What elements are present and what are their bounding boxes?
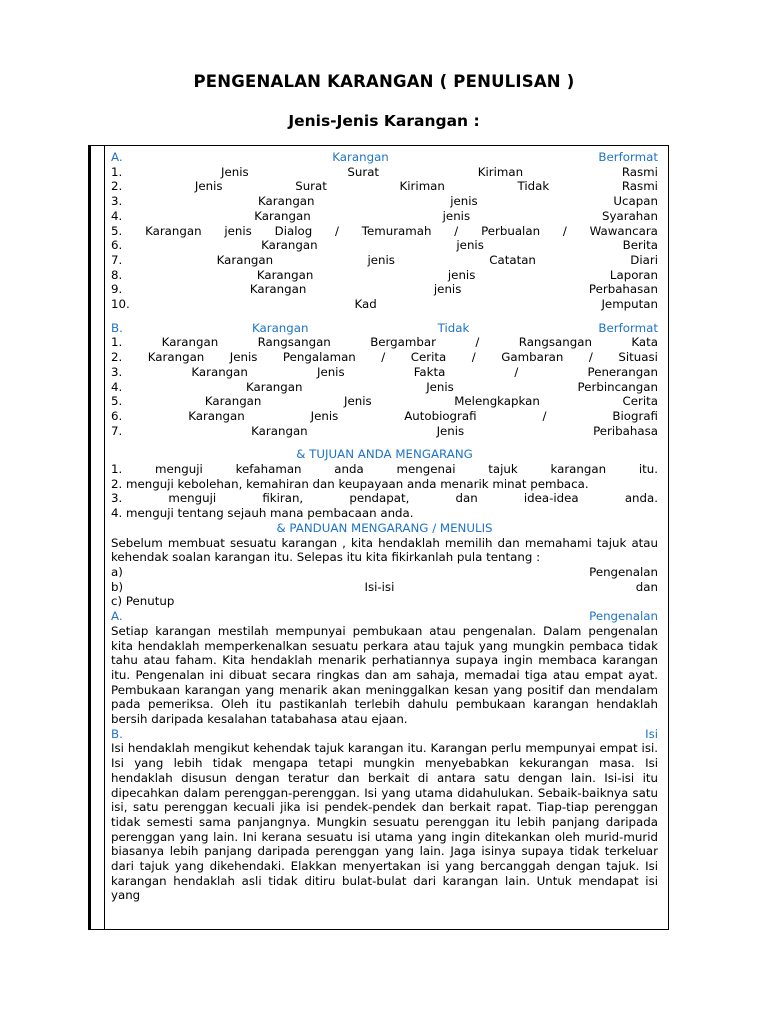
list-item [111,380,658,395]
section-a-list [111,165,658,312]
row-word: Jenis [344,394,372,409]
row-word: Karangan [249,282,307,297]
row-word: jenis [224,223,252,238]
content-cell [111,150,658,903]
row-word: / [381,350,386,365]
row-word: Jenis [229,350,258,365]
row-word: Kata [631,335,658,350]
row-word: Laporan [609,267,658,282]
section-b-heading [111,321,658,336]
row-word: Jenis [316,364,345,379]
page-subtitle: Jenis-Jenis Karangan : [288,112,480,130]
row-word: jenis [433,282,462,297]
row-word: dan [635,579,658,594]
row-word: Karangan [204,394,262,409]
row-word: Ucapan [613,194,658,209]
row-word: Kiriman [477,164,524,179]
row-word: A. [111,609,123,624]
row-word: Penerangan [587,364,658,379]
row-word: Rangsangan [518,335,592,350]
list-item [111,224,658,239]
row-word: Jenis [221,164,249,179]
pengenalan-text: Setiap karangan mestilah mempunyai pembukaan atau pengenalan. Dalam pengenalan kita hendaklah memperkenalkan sesuatu perkara atau tajuk yang mungkin pembaca tidak tahu atau faham. Kita hendaklah menarik perhatiannya supaya ingin membaca karangan itu. Pengenalan ini dibuat secara ringkas dan am sahaja, memadai tiga atau empat ayat. Pembukaan karangan yang menarik akan meninggalkan kesan yang positif dan mendalam pada pemeriksa. Oleh itu pastikanlah terlebih dahulu pembukaan karangan hendaklah bersih daripada kesalahan tatabahasa atau ejaan. [111,623,658,727]
row-word: jenis [456,238,484,253]
row-word: Karangan [251,320,309,335]
list-item [111,194,658,209]
row-word: / [588,350,593,365]
list-item [111,580,658,595]
row-word: / [514,364,519,379]
row-word: Kad [354,297,377,312]
row-word: Pengenalan [589,564,658,579]
row-word: Rangsangan [257,335,331,350]
row-word: Karangan [332,150,389,164]
row-word: / [471,350,476,365]
row-word: 2. [111,350,123,365]
row-word: Karangan [216,252,274,267]
row-word: Tidak [517,179,550,194]
list-item [111,297,658,312]
list-item [111,394,658,409]
list-item [111,165,658,180]
row-word: Bergambar [370,335,436,350]
row-word: Melengkapkan [454,394,540,409]
row-word: Rasmi [621,179,658,194]
list-item [111,282,658,297]
row-word: Pengenalan [589,609,658,624]
tujuan-item: 4. menguji tentang sejauh mana pembacaan anda. [111,506,414,521]
row-word: 2. [111,179,123,194]
row-word: Dialog [274,223,313,238]
list-item [111,409,658,424]
list-item [111,424,658,439]
row-word: 7. [111,423,123,438]
row-word: 1. [111,335,123,350]
row-word: 5. [111,394,123,409]
page-title: PENGENALAN KARANGAN ( PENULISAN ) [193,72,575,91]
row-word: Berformat [598,320,658,335]
column-rule [104,146,105,929]
row-word: 1. [111,164,123,179]
row-word: jenis [447,267,476,282]
row-word: 3. [111,364,123,379]
list-item [111,238,658,253]
row-word: Kiriman [399,179,445,194]
panduan-parts [111,565,658,594]
row-word: Diari [630,252,658,267]
row-word: B. [111,320,123,335]
row-word: Pengalaman [282,350,356,365]
row-word: Biografi [612,408,658,423]
list-item [111,350,658,365]
row-word: Catatan [489,252,536,267]
row-word: Karangan [191,364,248,379]
row-word: Jenis [310,408,339,423]
row-word: jenis [442,208,471,223]
row-word: Isi [645,726,658,741]
row-word: Jenis [436,423,465,438]
row-word: Berformat [598,150,658,164]
row-word: Karangan [258,194,315,209]
section-b-list [111,335,658,438]
row-word: 5. [111,223,123,238]
row-word: Karangan [161,335,219,350]
panduan-heading: & PANDUAN MENGARANG / MENULIS [276,520,493,535]
list-item [111,365,658,380]
row-word: Jenis [194,179,223,194]
tujuan-item: 1. menguji kefahaman anda mengenai tajuk karangan itu. [111,462,658,477]
row-word: B. [111,726,123,741]
row-word: Isi-isi [364,579,395,594]
row-word: jenis [367,252,395,267]
row-word: Karangan [147,350,205,365]
row-word: Karangan [188,408,245,423]
row-word: 3. [111,194,123,209]
row-word: / [475,335,480,350]
row-word: Peribahasa [593,423,658,438]
row-word: Karangan [245,379,303,394]
row-word: Autobiografi [404,408,477,423]
row-word: Jemputan [601,297,658,312]
row-word: Tidak [437,320,470,335]
list-item [111,179,658,194]
row-word: Wawancara [589,223,658,238]
row-word: Syarahan [602,208,658,223]
isi-heading [111,727,658,742]
row-word: Karangan [261,238,318,253]
row-word: Karangan [256,267,314,282]
row-word: jenis [450,194,478,209]
row-word: 10. [111,297,130,312]
row-word: Surat [295,179,327,194]
isi-text: Isi hendaklah mengikut kehendak tajuk karangan itu. Karangan perlu mempunyai empat isi. Isi yang lebih tidak mengapa tetapi mungkin menyebabkan kekurangan masa. Isi hendaklah disusun dengan teratur dan berkait di antara satu dengan lain. Isi-isi itu dipecahkan dalam perenggan-perenggan. Isi yang utama didahulukan. Sebaik-baiknya satu isi, satu perenggan kecuali jika isi pendek-pendek dan berkait rapat. Tiap-tiap perenggan tidak semesti sama panjangnya. Mungkin sesuatu perenggan itu lebih panjang daripada perenggan yang lain. Ini kerana sesuatu isi utama yang ingin ditekankan oleh murid-murid biasanya lebih panjang daripada perenggan yang lain. Jaga isinya supaya tidak terkeluar dari tajuk yang dikehendaki. Elakkan menyertakan isi yang bercanggah dengan tajuk. Isi karangan hendaklah asli tidak ditiru bulat-bulat dari karangan lain. Untuk mendapat isi yang [111,741,658,903]
list-item [111,268,658,283]
row-word: Rasmi [621,164,658,179]
row-word: Perbualan [481,223,541,238]
row-word: a) [111,564,123,579]
content-table [88,145,669,930]
section-a-heading [111,150,658,165]
row-word: 6. [111,238,123,253]
row-word: 4. [111,208,123,223]
row-word: Cerita [622,394,658,409]
panduan-part-c: c) Penutup [111,594,175,609]
row-word: Berita [622,238,658,253]
row-word: Temuramah [361,223,432,238]
list-item [111,253,658,268]
row-word: 7. [111,252,123,267]
row-word: Fakta [413,364,446,379]
row-word: / [454,223,459,238]
row-word: / [562,223,567,238]
row-word: Karangan [251,423,308,438]
row-word: 4. [111,379,123,394]
row-word: Jenis [426,379,454,394]
list-item [111,335,658,350]
row-word: 9. [111,282,123,297]
row-word: 8. [111,267,123,282]
row-word: / [334,223,339,238]
row-word: Karangan [254,208,311,223]
tujuan-item: 3. menguji fikiran, pendapat, dan idea-idea anda. [111,491,658,506]
row-word: Perbahasan [588,282,658,297]
row-word: A. [111,150,123,164]
panduan-intro: Sebelum membuat sesuatu karangan , kita hendaklah memilih dan memahami tajuk atau kehendak soalan karangan itu. Selepas itu kita fikirkanlah pula tentang : [111,535,658,565]
row-word: b) [111,579,124,594]
tujuan-item: 2. menguji kebolehan, kemahiran dan keupayaan anda menarik minat pembaca. [111,476,589,491]
row-word: Situasi [618,350,658,365]
list-item [111,209,658,224]
row-word: Gambaran [501,350,564,365]
row-word: Perbincangan [577,379,658,394]
list-item [111,565,658,580]
row-word: Surat [347,164,380,179]
tujuan-heading: & TUJUAN ANDA MENGARANG [296,447,473,462]
pengenalan-heading [111,609,658,624]
row-word: Cerita [410,350,447,365]
row-word: 6. [111,408,123,423]
row-word: Karangan [145,223,202,238]
row-word: / [542,408,547,423]
